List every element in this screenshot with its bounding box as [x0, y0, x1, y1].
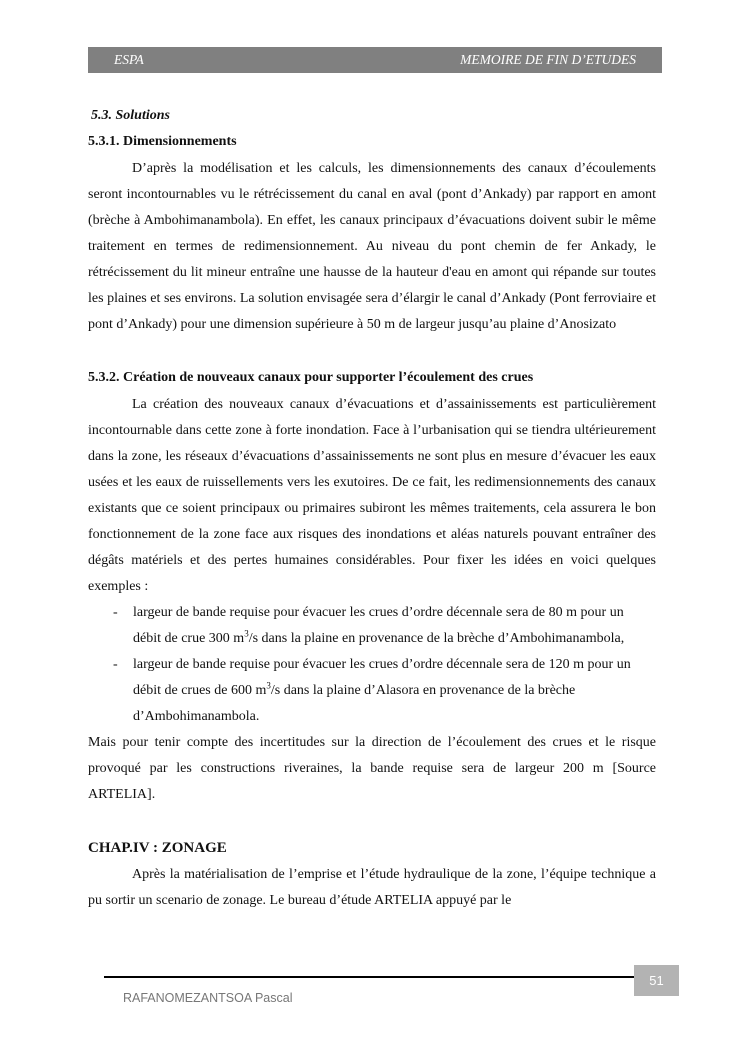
paragraph-dimensionnements: D’après la modélisation et les calculs, les dimensionnements des canaux d’écoulements seront incontournables vu le rétrécissement du canal en aval (pont d’Ankady) par rapport en amont (brèche à Ambohimanambola). En effet, les canaux principaux d’évacuations doivent subir le même traitement en termes de redimensionnement. Au niveau du pont chemin de fer Ankady, le rétrécissement du lit mineur entraîne une hausse de la hauteur d'eau en amont qui répande sur toutes les plaines et ses environs. La solution envisagée sera d’élargir le canal d’Ankady (Pont ferroviaire et pont d’Ankady) pour une dimension supérieure à 50 m de largeur jusqu’au plaine d’Anosizato [88, 161, 656, 332]
subsection-title-1: 5.3.1. Dimensionnements [88, 134, 237, 149]
section-title: 5.3. Solutions [91, 108, 170, 123]
page-number: 51 [634, 965, 679, 996]
bullet-list [88, 600, 656, 730]
list-item: - largeur de bande requise pour évacuer les crues d’ordre décennale sera de 80 m pour un débit de crue 300 $m^3/s$ dans la plaine en provenance de la brèche d’Ambohimanambola, [88, 600, 656, 652]
list-item: - largeur de bande requise pour évacuer les crues d’ordre décennale sera de 120 m pour un débit de crues de 600 $m^3/s$ dans la plaine d’Alasora en provenance de la brèche d’Ambohimanambola. [88, 652, 656, 730]
subsection-title-2: 5.3.2. Création de nouveaux canaux pour supporter l’écoulement des crues [88, 370, 534, 385]
footer-author: RAFANOMEZANTSOA Pascal [123, 991, 293, 1005]
footer-rule [104, 976, 634, 978]
header-left: ESPA [114, 52, 144, 67]
paragraph-zonage: Après la matérialisation de l’emprise et l’étude hydraulique de la zone, l’équipe technique a pu sortir un scenario de zonage. Le bureau d’étude ARTELIA appuyé par le [88, 867, 656, 908]
bullet-marker: - [113, 657, 118, 672]
bullet-marker: - [113, 605, 118, 620]
page-header [88, 47, 662, 73]
paragraph-closing: Mais pour tenir compte des incertitudes sur la direction de l’écoulement des crues et le risque provoqué par les constructions riveraines, la bande requise sera de largeur 200 m [Source ARTELIA]. [88, 735, 656, 802]
page-content [88, 104, 656, 914]
chapter-title: CHAP.IV : ZONAGE [88, 840, 227, 856]
paragraph-creation-canaux: La création des nouveaux canaux d’évacuations et d’assainissements est particulièrement incontournable dans cette zone à forte inondation. Face à l’urbanisation qui se tiendra ultérieurement dans la zone, les réseaux d’évacuations d’assainissements ne sont plus en mesure d’évacuer les eaux usées et les eaux de ruissellements vers les exutoires. De ce fait, les redimensionnements des canaux existants que ce soient principaux ou primaires subiront les mêmes traitements, cela assurera le bon fonctionnement de la zone face aux risques des inondations et aléas naturels pouvant entraîner des dégâts matériels et des pertes humaines considérables. Pour fixer les idées en voici quelques exemples : [88, 397, 656, 594]
header-right: MEMOIRE DE FIN D’ETUDES [460, 52, 636, 67]
